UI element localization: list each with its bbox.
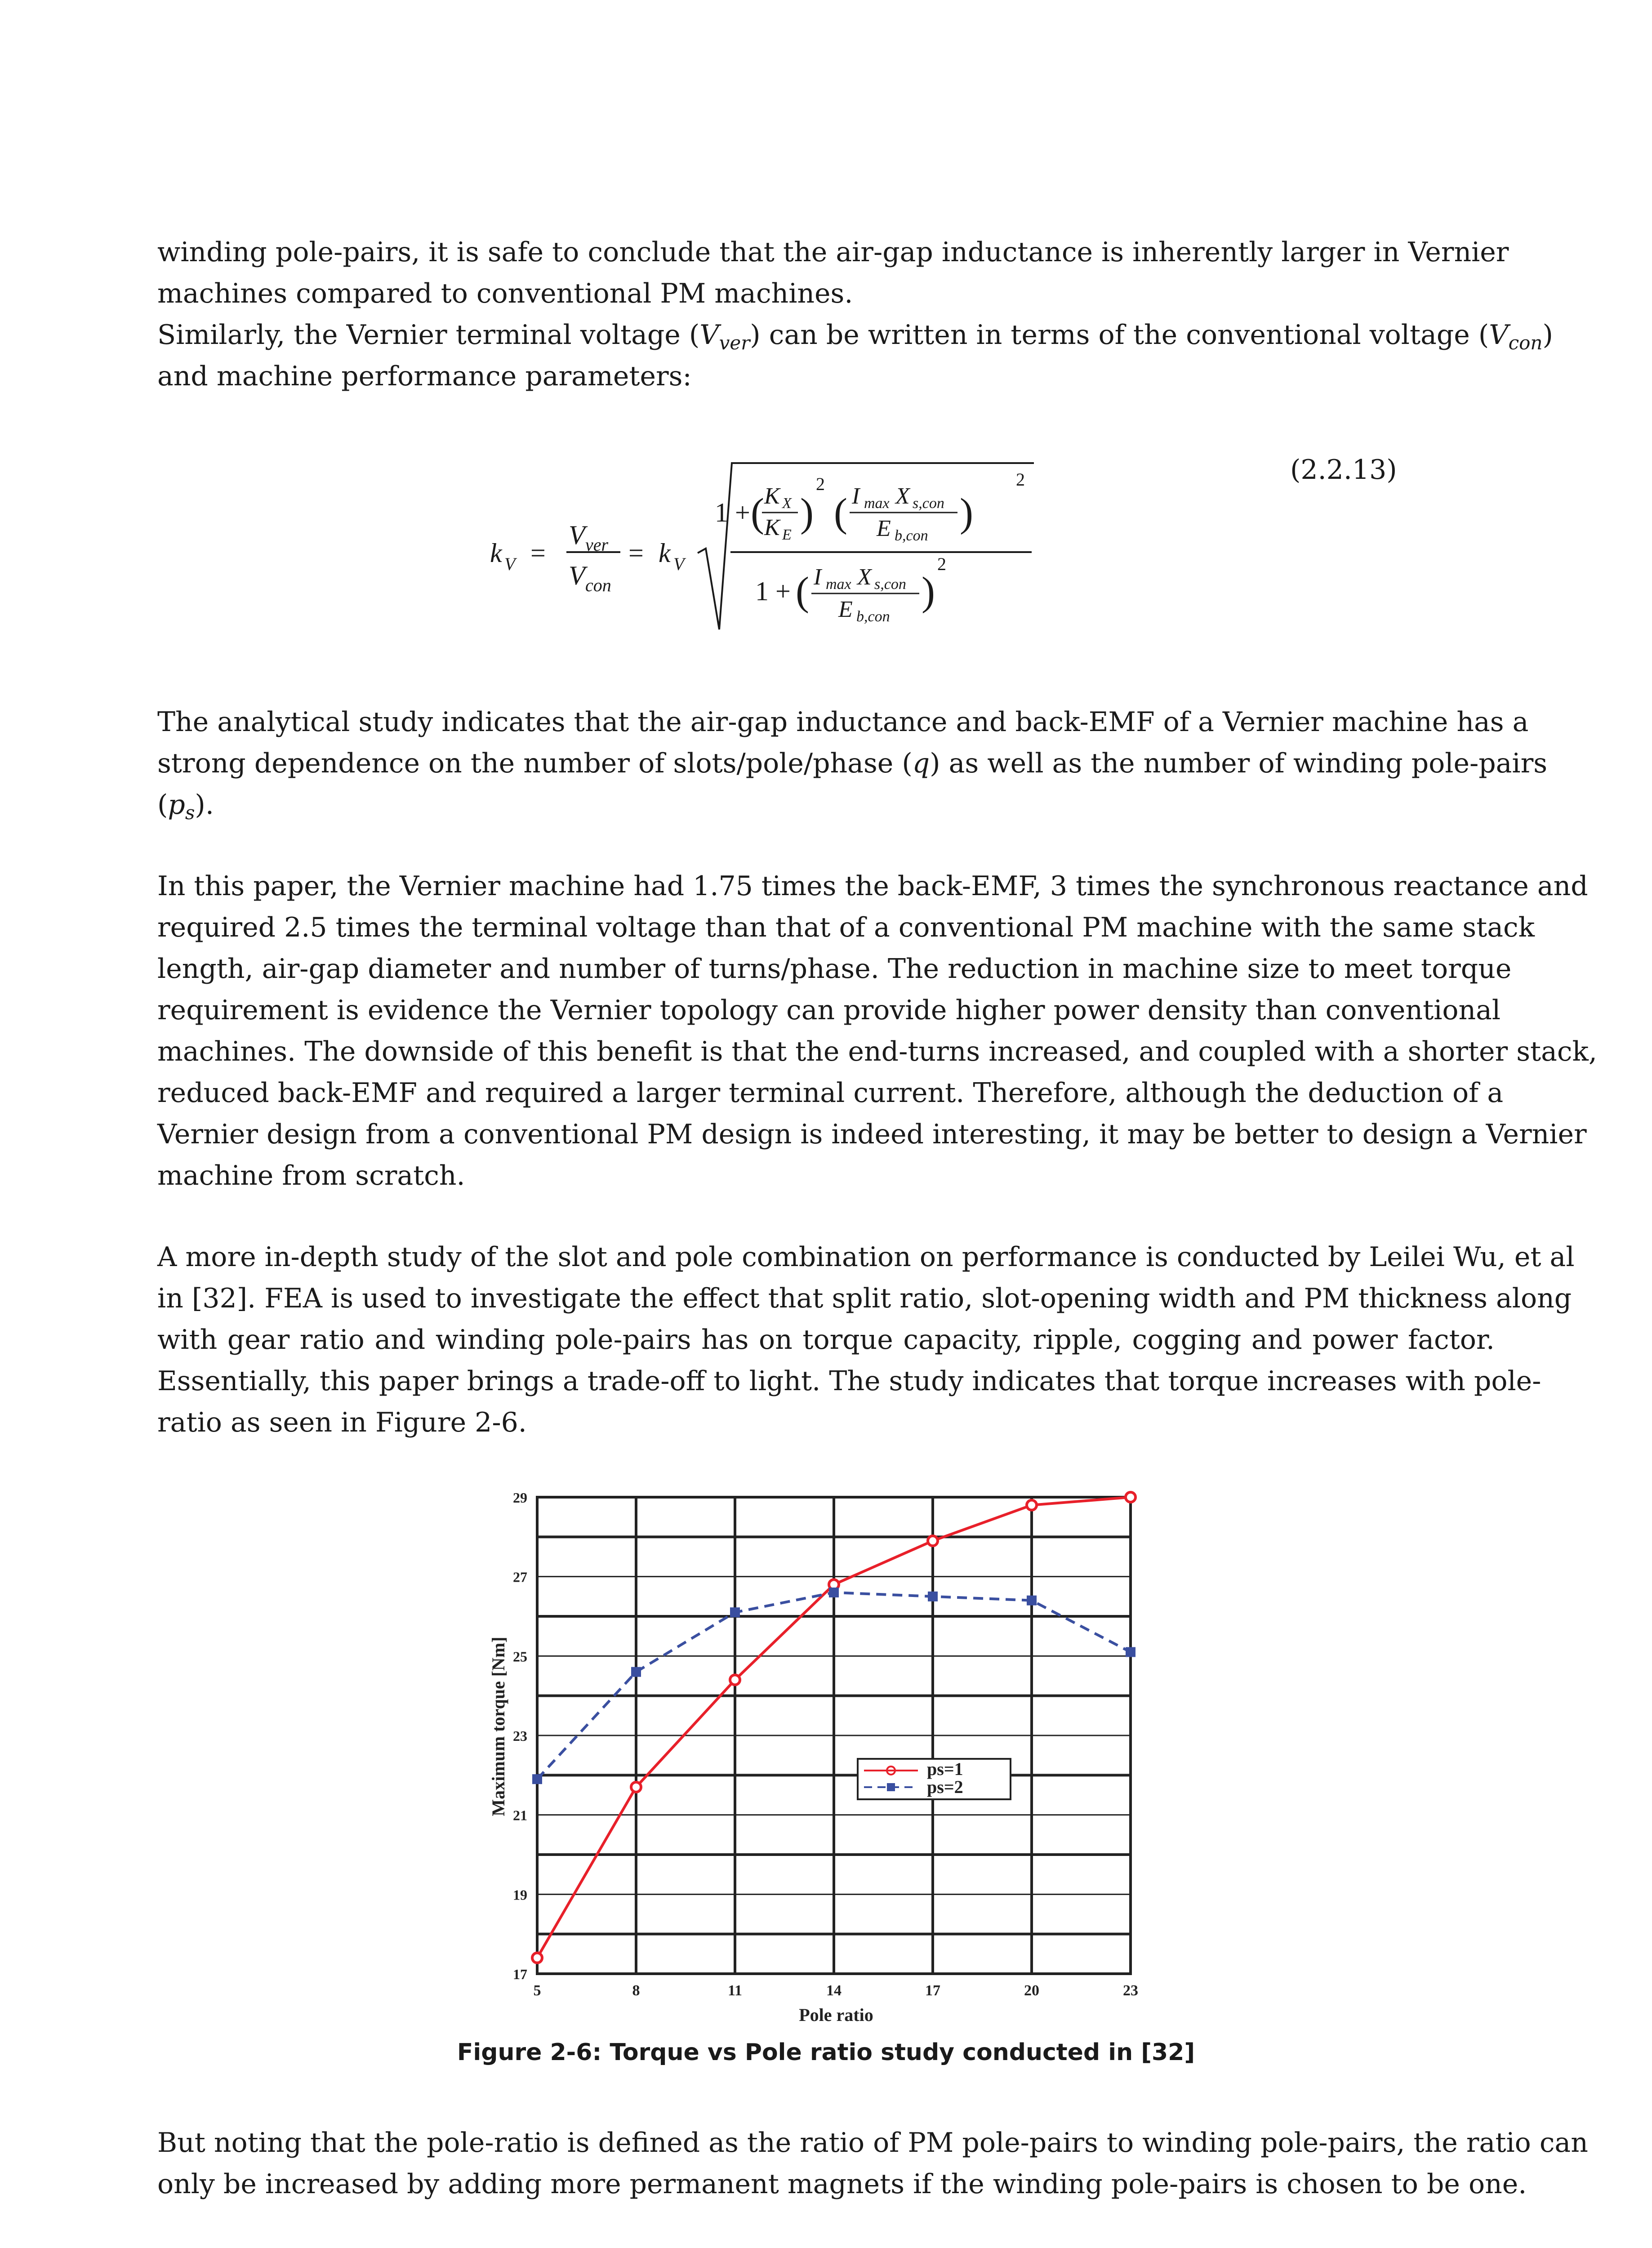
paragraph-analytical-study	[157, 701, 1548, 825]
text-line: machines compared to conventional PM machines.	[157, 278, 853, 309]
text-line: in [32]. FEA is used to investigate the effect that split ratio, slot-opening width and PM thickness along	[157, 1283, 1572, 1314]
svg-text:(: (	[834, 491, 847, 535]
eq-eb: E	[877, 516, 891, 541]
eq-num: V	[569, 520, 585, 550]
eq-one-plus: 1 +	[715, 498, 750, 527]
eq-rhs-factor: k	[659, 538, 671, 568]
text-line: A more in-depth study of the slot and pole combination on performance is conducted by Leilei Wu, et al	[157, 1241, 1575, 1273]
text-line: machine from scratch.	[157, 1160, 465, 1191]
data-point	[928, 1592, 938, 1601]
eq-equals: =	[530, 538, 546, 568]
data-point	[1126, 1492, 1135, 1502]
eq-imax-sub: max	[864, 495, 890, 512]
svg-text:): )	[960, 491, 973, 535]
y-tick-label: 29	[513, 1490, 527, 1506]
x-axis-label: Pole ratio	[799, 2005, 873, 2025]
eq-imax: I	[852, 483, 860, 509]
x-tick-label: 23	[1123, 1982, 1138, 1999]
text-line: In this paper, the Vernier machine had 1.75 times the back-EMF, 3 times the synchronous reactance and	[157, 870, 1588, 902]
torque-vs-pole-ratio-chart	[481, 1484, 1169, 2028]
eq-den: V	[569, 561, 585, 590]
data-point	[1126, 1647, 1135, 1657]
data-point	[631, 1667, 641, 1677]
eq-xs-sub-2: s,con	[874, 576, 906, 593]
paragraph-slot-pole-study	[157, 1236, 1575, 1443]
data-point	[532, 1774, 542, 1784]
data-point	[730, 1675, 740, 1685]
eq-lhs: k	[490, 538, 502, 568]
chart-legend	[858, 1759, 1011, 1799]
eq-den-sub: con	[585, 575, 611, 595]
eq-exp-3: 2	[937, 554, 946, 574]
eq-kx: K	[764, 483, 780, 509]
svg-text:(: (	[751, 491, 764, 535]
text-line: $(p_s)$.	[157, 789, 214, 824]
data-point	[1027, 1500, 1037, 1510]
legend-label-ps2: ps=2	[927, 1777, 963, 1797]
y-tick-label: 17	[513, 1966, 527, 1982]
eq-eb-2: E	[838, 597, 853, 622]
x-tick-label: 14	[826, 1982, 842, 1999]
y-tick-label: 21	[513, 1807, 527, 1824]
eq-num-sub: ver	[585, 535, 609, 555]
svg-text:): )	[800, 491, 814, 535]
x-tick-label: 5	[533, 1982, 541, 1999]
data-point	[532, 1953, 542, 1963]
text-line: and machine performance parameters:	[157, 361, 692, 392]
eq-imax-sub-2: max	[826, 576, 851, 593]
text-line: Similarly, the Vernier terminal voltage $(V_{ver})$ can be written in terms of the conventional voltage $(V_{con})$	[157, 319, 1553, 354]
x-tick-label: 8	[632, 1982, 640, 1999]
text-line: only be increased by adding more permanent magnets if the winding pole-pairs is chosen to be one.	[157, 2168, 1527, 2200]
data-point	[928, 1536, 938, 1546]
y-tick-label: 27	[513, 1569, 527, 1585]
legend-label-ps1: ps=1	[927, 1759, 963, 1779]
eq-xs: X	[895, 483, 910, 509]
text-line: ratio as seen in Figure 2-6.	[157, 1407, 527, 1438]
y-tick-label: 23	[513, 1728, 527, 1744]
svg-text:): )	[922, 569, 935, 614]
text-line: Essentially, this paper brings a trade-off to light. The study indicates that torque increases with pole-	[157, 1365, 1541, 1397]
eq-kx-sub: X	[782, 495, 792, 512]
text-line: Vernier design from a conventional PM design is indeed interesting, it may be better to design a Vernier	[157, 1119, 1587, 1150]
eq-exp-2: 2	[1016, 469, 1025, 490]
text-line: requirement is evidence the Vernier topology can provide higher power density than conventional	[157, 995, 1501, 1026]
equation-number: (2.2.13)	[1290, 454, 1397, 486]
text-line: with gear ratio and winding pole-pairs has on torque capacity, ripple, cogging and power factor.	[157, 1324, 1495, 1356]
text-line: required 2.5 times the terminal voltage than that of a conventional PM machine with the same stack	[157, 912, 1535, 943]
text-line: reduced back-EMF and required a larger terminal current. Therefore, although the deduction of a	[157, 1077, 1504, 1109]
eq-eb-sub-2: b,con	[856, 608, 890, 625]
eq-xs-sub: s,con	[913, 495, 944, 512]
data-point	[631, 1782, 641, 1792]
text-line: But noting that the pole-ratio is defined as the ratio of PM pole-pairs to winding pole-pairs, the ratio can	[157, 2127, 1588, 2159]
figure-caption: Figure 2-6: Torque vs Pole ratio study conducted in [32]	[457, 2039, 1195, 2066]
x-tick-label: 11	[727, 1982, 743, 1999]
data-point	[1027, 1596, 1037, 1606]
text-line: winding pole-pairs, it is safe to conclude that the air-gap inductance is inherently larger in Vernier	[157, 236, 1509, 268]
text-line: strong dependence on the number of slots/pole/phase (q) as well as the number of winding pole-pairs	[157, 748, 1548, 779]
text-line: The analytical study indicates that the air-gap inductance and back-EMF of a Vernier machine has a	[157, 706, 1529, 738]
y-tick-label: 19	[513, 1887, 527, 1903]
eq-ke-sub: E	[782, 526, 792, 543]
eq-lhs-sub: V	[504, 554, 516, 574]
eq-equals-2: =	[628, 538, 644, 568]
paragraph-pole-ratio-definition	[157, 2122, 1588, 2205]
y-axis-label: Maximum torque [Nm]	[488, 1637, 508, 1816]
text-line: length, air-gap diameter and number of turns/phase. The reduction in machine size to meet torque	[157, 953, 1512, 985]
legend-marker-ps2	[887, 1783, 895, 1791]
x-tick-label: 17	[925, 1982, 940, 1999]
data-point	[730, 1607, 740, 1617]
eq-rhs-factor-sub: V	[673, 554, 685, 574]
data-point	[829, 1588, 839, 1597]
eq-imax-2: I	[814, 564, 822, 590]
equation-kv	[485, 454, 1061, 643]
paragraph-vernier-comparison	[157, 865, 1597, 1196]
eq-xs-2: X	[857, 564, 872, 590]
eq-one-plus-2: 1 +	[755, 576, 791, 606]
eq-exp-1: 2	[816, 474, 825, 494]
eq-eb-sub: b,con	[895, 527, 928, 544]
text-line: machines. The downside of this benefit is that the end-turns increased, and coupled with a shorter stack,	[157, 1036, 1597, 1067]
eq-ke: K	[764, 515, 780, 540]
paragraph-intro	[157, 232, 1553, 397]
x-tick-label: 20	[1024, 1982, 1039, 1999]
y-tick-label: 25	[513, 1648, 527, 1665]
svg-text:(: (	[796, 569, 809, 614]
